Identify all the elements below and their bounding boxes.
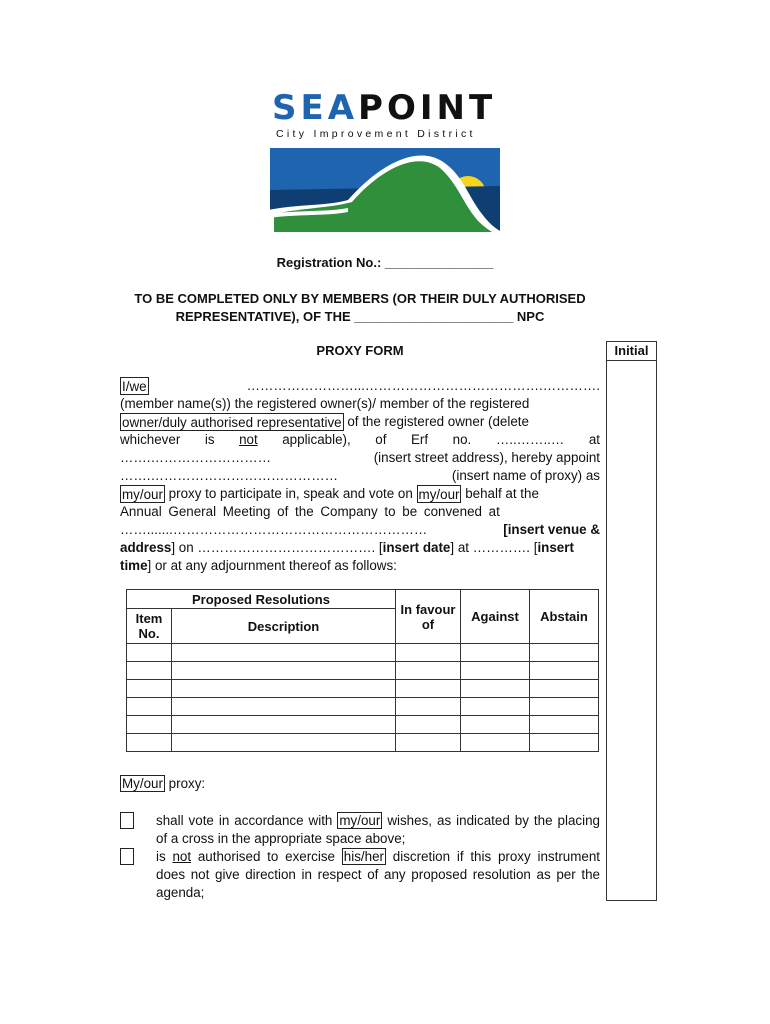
paragraph-text: of the registered owner (delete (343, 414, 529, 429)
in-favour-cell[interactable] (396, 680, 461, 698)
time-blank[interactable]: ] at …………. [ (450, 540, 538, 555)
in-favour-cell[interactable] (396, 662, 461, 680)
paragraph-line (120, 449, 600, 467)
paragraph-text: (member name(s)) the registered owner(s)/ member of the registered (120, 396, 530, 411)
not-underlined: not (239, 432, 258, 447)
item-no-cell[interactable] (127, 698, 172, 716)
paragraph-line (120, 485, 600, 503)
street-address-blank[interactable]: …….……………………… (120, 450, 272, 465)
table-row (127, 644, 599, 662)
option-text-part: wishes, as indicated by the placing of a cross in the appropriate space above; (156, 813, 604, 846)
description-cell[interactable] (172, 644, 396, 662)
against-cell[interactable] (461, 734, 530, 752)
paragraph-word: Erf (410, 432, 429, 447)
paragraph-line (120, 467, 600, 485)
logo-wordmark (272, 90, 496, 126)
my-our-box: My/our (122, 776, 163, 791)
i-we-box: I/we (122, 379, 147, 394)
date-blank[interactable]: ] on …………………………………. [ (171, 540, 383, 555)
paragraph-text: (insert name of proxy) as (451, 468, 600, 483)
abstain-cell[interactable] (530, 644, 599, 662)
my-our-box: my/our (418, 487, 460, 502)
against-cell[interactable] (461, 644, 530, 662)
against-cell[interactable] (461, 680, 530, 698)
initial-column[interactable] (606, 341, 657, 901)
in-favour-cell[interactable] (396, 698, 461, 716)
table-row (127, 698, 599, 716)
insert-time-label: insert (537, 540, 574, 555)
table-header-row (127, 590, 599, 609)
table-row (127, 662, 599, 680)
against-header: Against (461, 590, 530, 644)
heading-line-2: REPRESENTATIVE), OF THE ______________________ NPC (175, 309, 545, 324)
paragraph-text: (insert street address), hereby appoint (373, 450, 600, 465)
paragraph-line (120, 557, 600, 575)
venue-blank[interactable]: …….......………………………………………………… (120, 522, 428, 537)
option-not-authorised (120, 848, 604, 902)
description-cell[interactable] (172, 716, 396, 734)
paragraph-word: is (204, 432, 215, 447)
resolutions-table (126, 589, 599, 752)
description-cell[interactable] (172, 662, 396, 680)
not-authorised-checkbox[interactable] (120, 848, 134, 865)
item-no-cell[interactable] (127, 734, 172, 752)
my-our-box: my/our (122, 487, 163, 502)
proxy-name-blank[interactable]: …….…………………………………… (120, 468, 338, 483)
option-text-part: is (156, 849, 173, 864)
logo-sea-text: SEA (272, 88, 359, 128)
paragraph-line (120, 377, 600, 395)
registration-number: Registration No.: _______________ (276, 255, 494, 270)
proxy-paragraph (120, 377, 600, 575)
table-row (127, 734, 599, 752)
proxy-label-text: proxy: (164, 776, 206, 791)
erf-number-blank[interactable]: …..……..… (495, 432, 565, 447)
paragraph-line (120, 395, 600, 413)
abstain-cell[interactable] (530, 716, 599, 734)
logo-landscape-icon (268, 146, 502, 234)
paragraph-text: proxy to participate in, speak and vote on (164, 486, 417, 501)
item-no-cell[interactable] (127, 644, 172, 662)
paragraph-line (120, 413, 600, 431)
paragraph-line (120, 539, 600, 557)
option-text (156, 812, 604, 848)
against-cell[interactable] (461, 716, 530, 734)
abstain-cell[interactable] (530, 698, 599, 716)
proxy-form-title: PROXY FORM (316, 343, 404, 358)
paragraph-line (120, 503, 600, 521)
paragraph-text: behalf at the (461, 486, 539, 501)
table-row (127, 716, 599, 734)
paragraph-word: at (588, 432, 600, 447)
description-cell[interactable] (172, 698, 396, 716)
against-cell[interactable] (461, 662, 530, 680)
my-our-box: my/our (339, 813, 381, 828)
option-text-part: authorised to exercise (191, 849, 342, 864)
logo-subtitle: City Improvement District (276, 128, 476, 140)
paragraph-word: of (375, 432, 387, 447)
time-label: time (120, 558, 148, 573)
table-row (127, 680, 599, 698)
description-header: Description (172, 609, 396, 644)
in-favour-header: In favour of (396, 590, 461, 644)
in-favour-cell[interactable] (396, 644, 461, 662)
abstain-cell[interactable] (530, 662, 599, 680)
option-text-part: shall vote in accordance with (156, 813, 338, 828)
item-no-cell[interactable] (127, 680, 172, 698)
member-name-blank[interactable]: ……………………...………………………………….…………. (246, 378, 600, 393)
in-favour-cell[interactable] (396, 716, 461, 734)
not-underlined: not (172, 849, 192, 864)
against-cell[interactable] (461, 698, 530, 716)
shall-vote-checkbox[interactable] (120, 812, 134, 829)
address-label: address (120, 540, 172, 555)
abstain-cell[interactable] (530, 680, 599, 698)
item-no-cell[interactable] (127, 716, 172, 734)
logo-point-text: POINT (358, 88, 497, 128)
paragraph-word: applicable), (282, 432, 351, 447)
paragraph-line (120, 431, 600, 449)
proposed-resolutions-header: Proposed Resolutions (127, 590, 396, 609)
his-her-box: his/her (343, 849, 384, 864)
paragraph-text: Annual General Meeting of the Company to be convened at (120, 504, 500, 519)
item-no-header: Item No. (127, 609, 172, 644)
description-cell[interactable] (172, 734, 396, 752)
paragraph-text: ] or at any adjournment thereof as follows: (147, 558, 397, 573)
form-heading (120, 290, 600, 326)
description-cell[interactable] (172, 680, 396, 698)
insert-venue-label: [insert venue & (503, 522, 600, 537)
owner-representative-box: owner/duly authorised representative (122, 415, 342, 430)
my-our-proxy-label (120, 776, 205, 791)
heading-line-1: TO BE COMPLETED ONLY BY MEMBERS (OR THEIR DULY AUTHORISED (134, 291, 586, 306)
initial-header: Initial (607, 342, 656, 361)
abstain-cell[interactable] (530, 734, 599, 752)
insert-date-label: insert date (382, 540, 451, 555)
option-text-part: discretion if this proxy instrument does not give direction in respect of any proposed resolution as per the agenda; (156, 849, 604, 900)
option-shall-vote (120, 812, 604, 848)
option-text (156, 848, 604, 902)
paragraph-word: whichever (120, 432, 181, 447)
in-favour-cell[interactable] (396, 734, 461, 752)
paragraph-word: no. (452, 432, 472, 447)
paragraph-line (120, 521, 600, 539)
item-no-cell[interactable] (127, 662, 172, 680)
abstain-header: Abstain (530, 590, 599, 644)
